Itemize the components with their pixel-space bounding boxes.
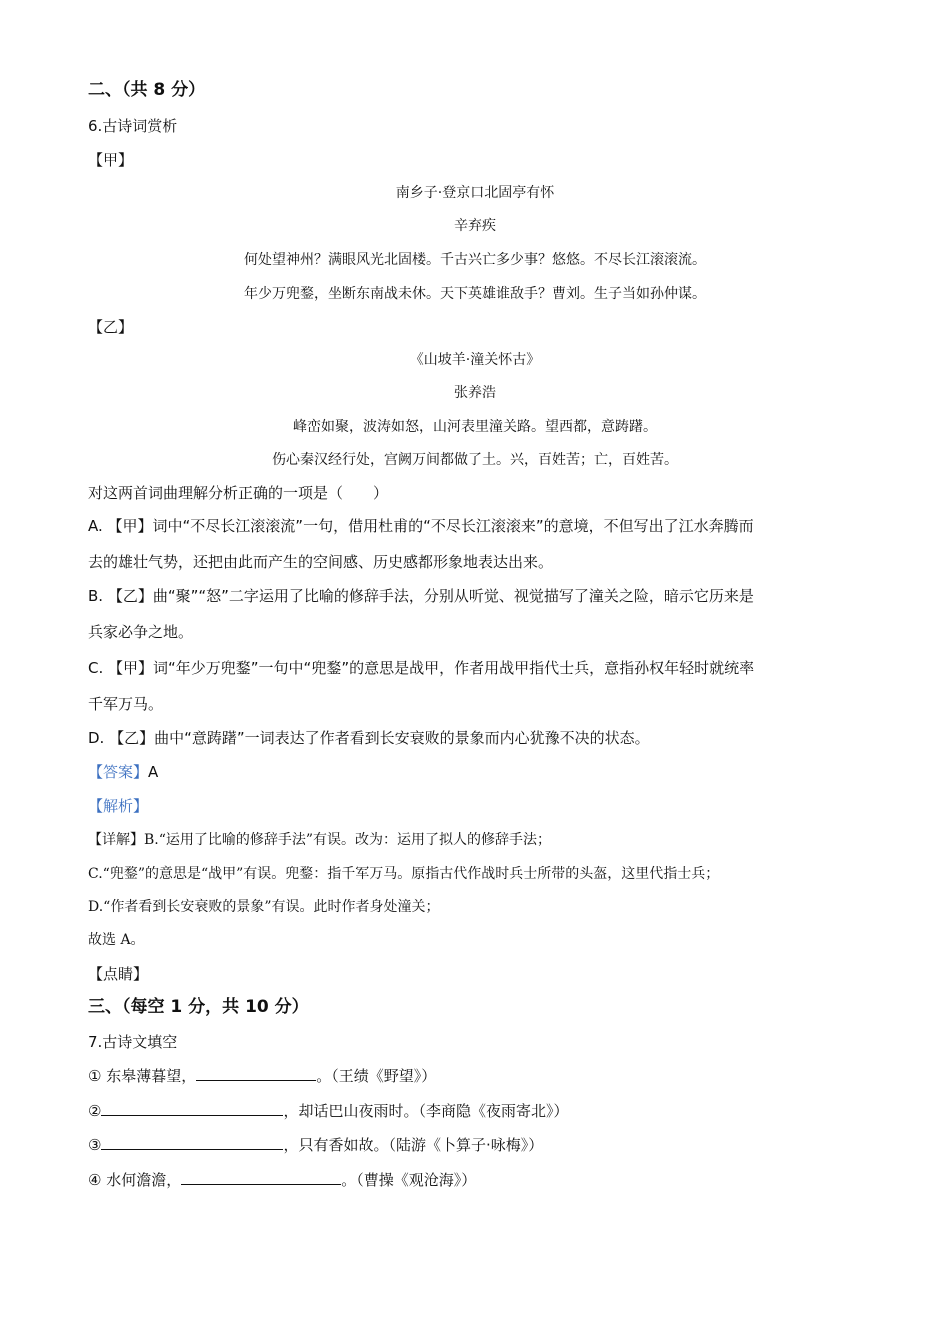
poem-2-line-2: 伤心秦汉经行处，宫阙万间都做了土。兴，百姓苦；亡，百姓苦。 xyxy=(272,452,678,468)
fill-item-4 xyxy=(88,1170,476,1190)
question-7-title: 7.古诗文填空 xyxy=(88,1033,178,1051)
fill-blank-2[interactable] xyxy=(101,1101,283,1116)
option-a-line-2: 去的雄壮气势，还把由此而产生的空间感、历史感都形象地表达出来。 xyxy=(88,553,554,571)
question-6-title: 6.古诗词赏析 xyxy=(88,117,178,135)
option-a-line-1: A. 【甲】词中“不尽长江滚滚流”一句，借用杜甫的“不尽长江滚滚来”的意境，不但写出了江水奔腾而 xyxy=(88,517,754,535)
poem-1-title: 南乡子·登京口北固亭有怀 xyxy=(395,185,555,201)
option-b-line-2: 兵家必争之地。 xyxy=(88,623,194,641)
fill-item-2 xyxy=(88,1101,568,1121)
fill-item-3-before: ③ xyxy=(88,1136,102,1154)
poem-1-line-1: 何处望神州？满眼风光北固楼。千古兴亡多少事？悠悠。不尽长江滚滚流。 xyxy=(244,252,706,268)
question-prompt: 对这两首词曲理解分析正确的一项是（ ） xyxy=(88,484,389,502)
fill-item-3 xyxy=(88,1135,543,1155)
answer-label: 【答案】 xyxy=(88,763,149,781)
comment-label: 【点睛】 xyxy=(88,965,149,983)
detail-line-4: 故选 A。 xyxy=(88,932,145,948)
label-jia: 【甲】 xyxy=(88,151,134,169)
answer-value: A xyxy=(148,763,159,781)
fill-item-2-before: ② xyxy=(88,1102,102,1120)
fill-blank-1[interactable] xyxy=(196,1066,316,1081)
analysis-label: 【解析】 xyxy=(88,797,149,815)
option-d: D. 【乙】曲中“意踌躇”一词表达了作者看到长安衰败的景象而内心犹豫不决的状态。 xyxy=(88,729,650,747)
fill-blank-3[interactable] xyxy=(101,1135,283,1150)
option-c-line-2: 千军万马。 xyxy=(88,695,164,713)
fill-item-4-before: ④ 水何澹澹， xyxy=(88,1171,182,1189)
detail-line-3: D.“作者看到长安衰败的景象”有误。此时作者身处潼关； xyxy=(88,899,440,915)
answer-row xyxy=(88,762,158,782)
label-yi: 【乙】 xyxy=(88,318,134,336)
poem-2-title: 《山坡羊·潼关怀古》 xyxy=(409,352,541,368)
fill-item-4-after: 。（曹操《观沧海》） xyxy=(341,1171,477,1189)
fill-item-2-after: ，却话巴山夜雨时。（李商隐《夜雨寄北》） xyxy=(283,1102,569,1120)
option-b-line-1: B. 【乙】曲“聚”“怒”二字运用了比喻的修辞手法，分别从听觉、视觉描写了潼关之险，暗示它历来是 xyxy=(88,587,754,605)
fill-item-1-after: 。（王绩《野望》） xyxy=(316,1067,437,1085)
poem-2-line-1: 峰峦如聚，波涛如怒，山河表里潼关路。望西都，意踌躇。 xyxy=(293,419,657,435)
poem-1-line-2: 年少万兜鍪，坐断东南战未休。天下英雄谁敌手？曹刘。生子当如孙仲谋。 xyxy=(244,286,706,302)
fill-item-1 xyxy=(88,1066,436,1086)
option-c-line-1: C. 【甲】词“年少万兜鍪”一句中“兜鍪”的意思是战甲，作者用战甲指代士兵，意指孙权年轻时就统率 xyxy=(88,659,755,677)
fill-blank-4[interactable] xyxy=(181,1170,341,1185)
section-2-heading: 二、（共 8 分） xyxy=(88,80,206,100)
poem-1-author: 辛弃疾 xyxy=(454,218,496,234)
poem-2-author: 张养浩 xyxy=(454,385,496,401)
detail-line-1: 【详解】B.“运用了比喻的修辞手法”有误。改为：运用了拟人的修辞手法； xyxy=(88,832,552,848)
fill-item-1-before: ① 东皋薄暮望， xyxy=(88,1067,197,1085)
fill-item-3-after: ，只有香如故。（陆游《卜算子·咏梅》） xyxy=(283,1136,544,1154)
section-3-heading: 三、（每空 1 分，共 10 分） xyxy=(88,997,309,1017)
detail-line-2: C.“兜鍪”的意思是“战甲”有误。兜鍪：指千军万马。原指古代作战时兵士所带的头盔，这里代指士兵； xyxy=(88,866,720,882)
